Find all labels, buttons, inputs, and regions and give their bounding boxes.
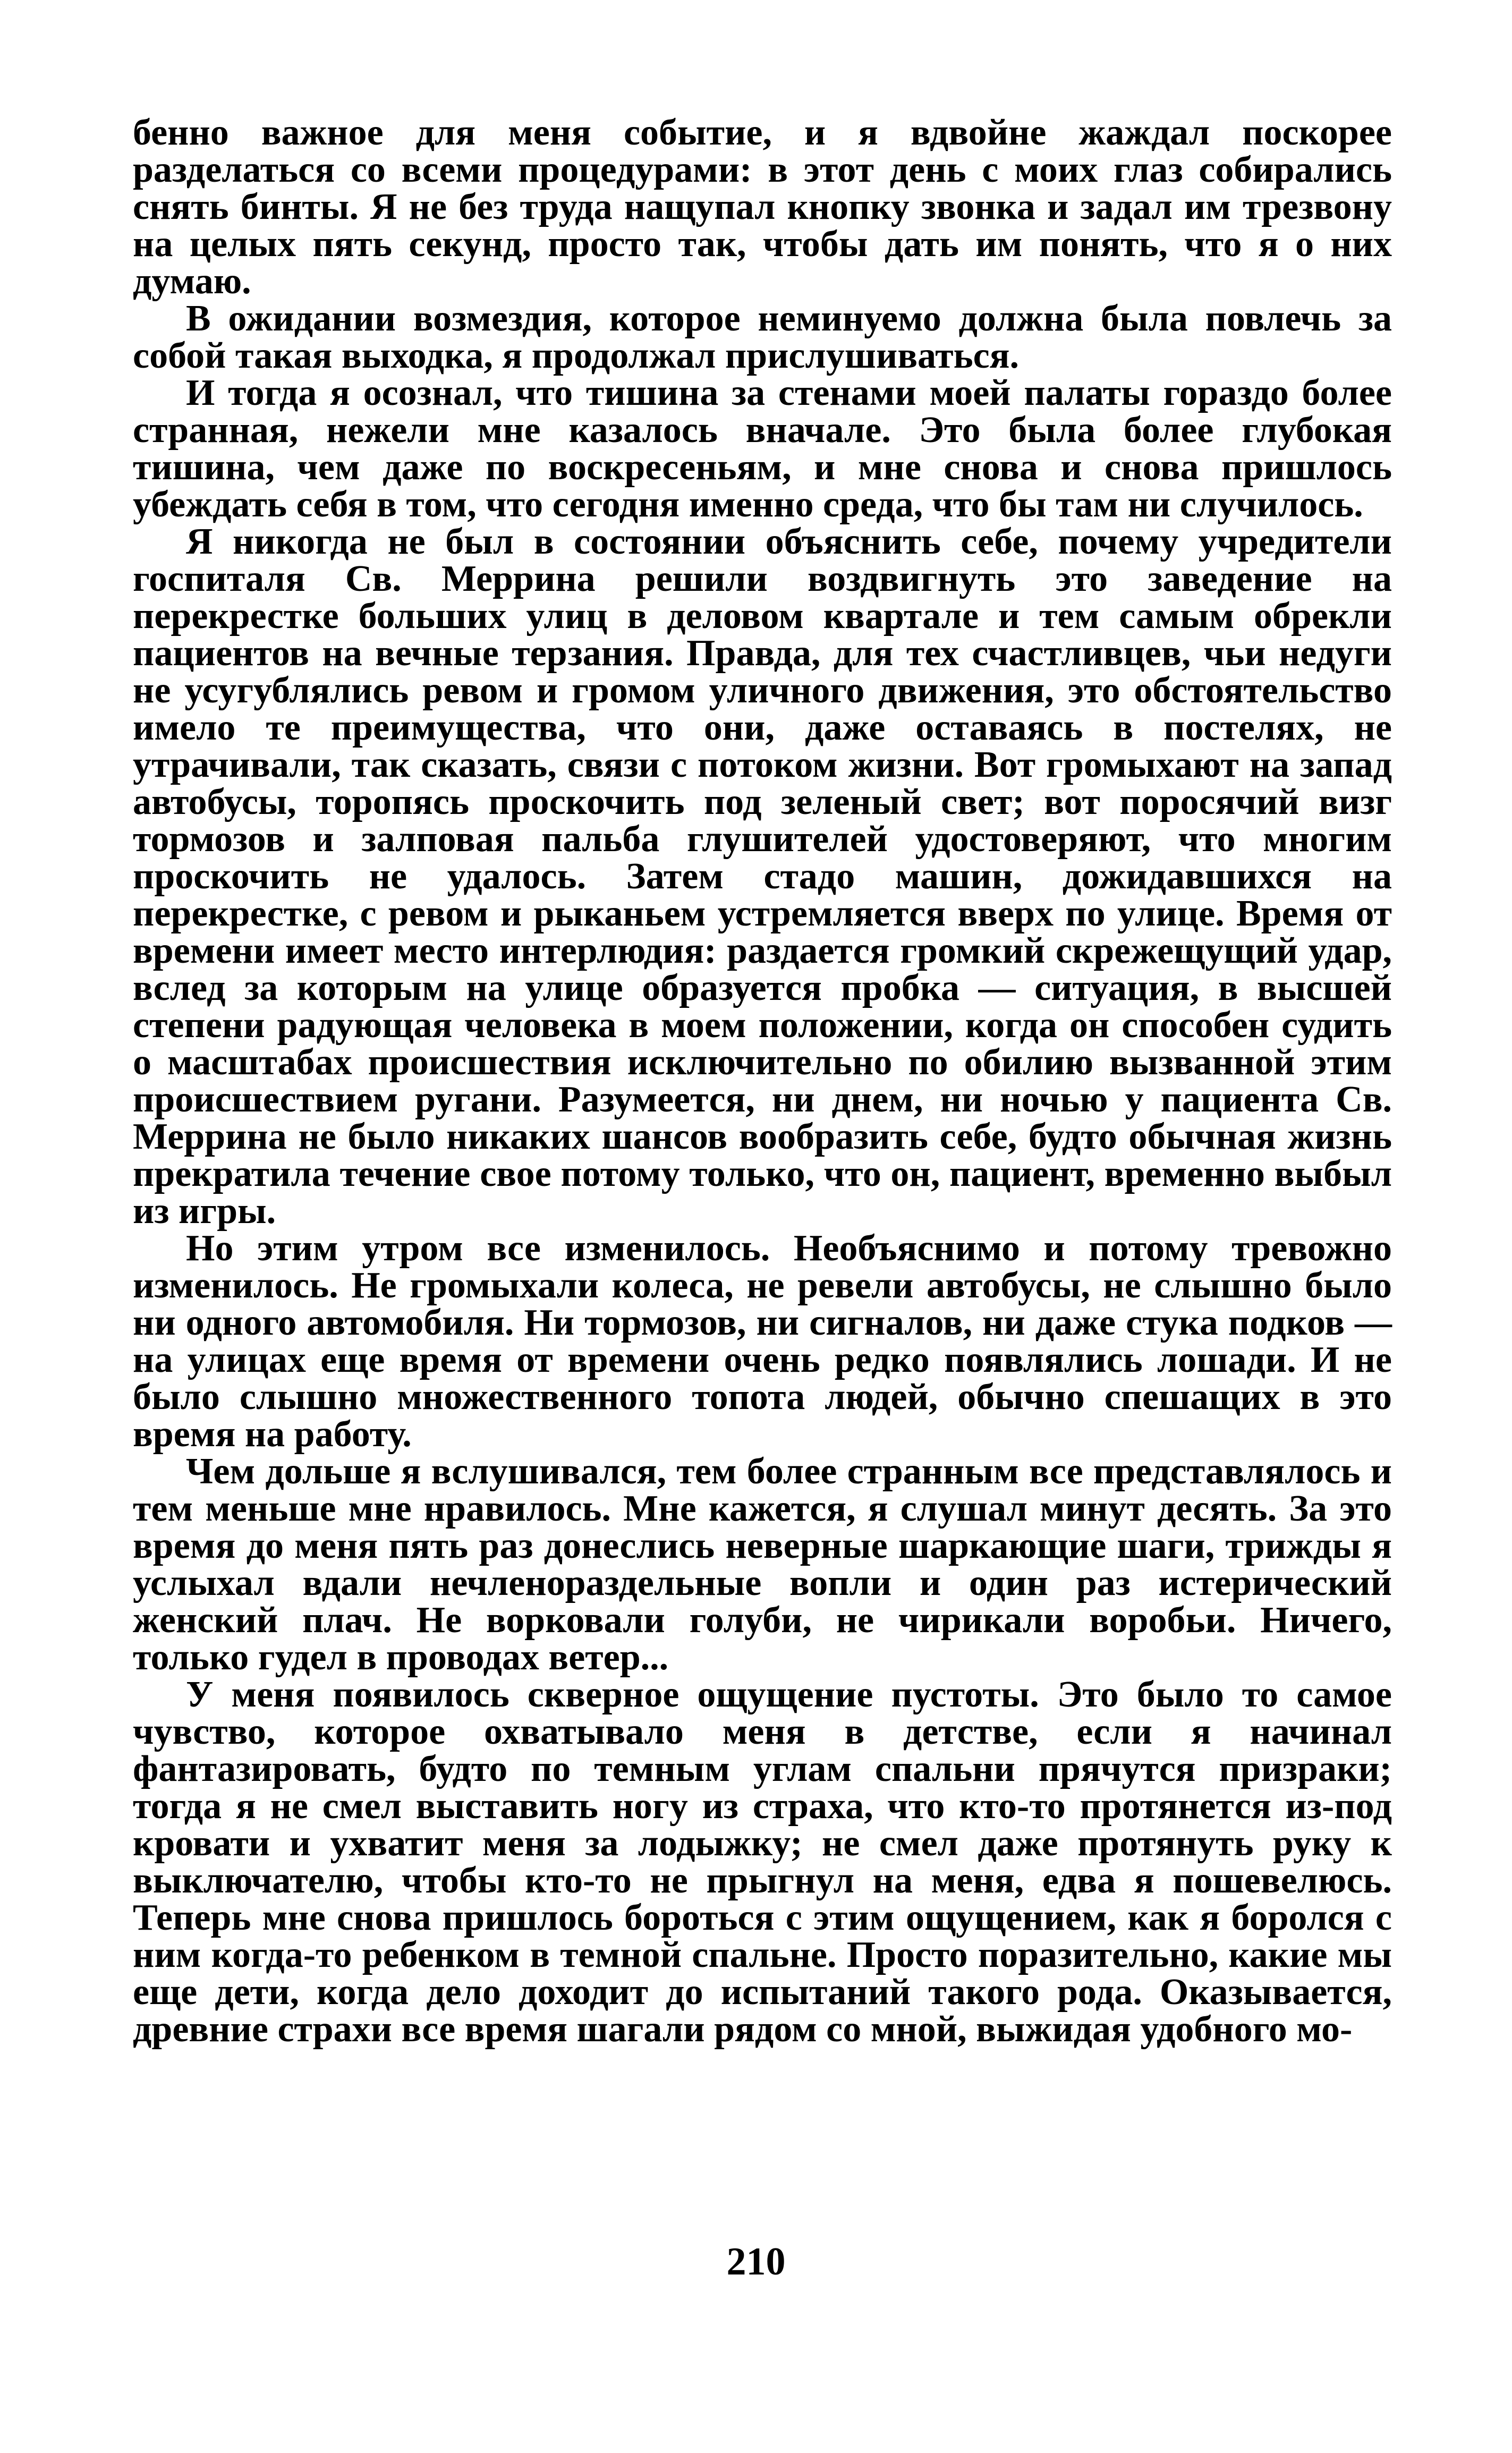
paragraph: У меня появилось скверное ощущение пустоты. Это было то самое чувство, которое охватывало меня в детстве, если я начинал фантазировать, будто по темным углам спальни прячутся призраки; тогда я не смел выставить ногу из страха, что кто-то протянется из-под кровати и ухватит меня за лодыжку; не смел даже протянуть руку к выключателю, чтобы кто-то не прыгнул на меня, едва я пошевелюсь. Теперь мне снова пришлось бороться с этим ощущением, как я боролся с ним когда-то ребенком в темной спальне. Просто поразительно, какие мы еще дети, когда дело доходит до испытаний такого рода. Оказывается, древние страхи все время шагали рядом со мной, выжидая удобного мо- [133,1674,1392,2050]
paragraph: Я никогда не был в состоянии объяснить себе, почему учредители госпиталя Св. Меррина решили воздвигнуть это заведение на перекрестке больших улиц в деловом квартале и тем самым обрекли пациентов на вечные терзания. Правда, для тех счастливцев, чьи недуги не усугублялись ревом и громом уличного движения, это обстоятельство имело те преимущества, что они, даже оставаясь в постелях, не утрачивали, так сказать, связи с потоком жизни. Вот громыхают на запад автобусы, торопясь проскочить под зеленый свет; вот поросячий визг тормозов и залповая пальба глушителей удостоверяют, что многим проскочить не удалось. Затем стадо машин, дожидавшихся на перекрестке, с ревом и рыканьем устремляется вверх по улице. Время от времени имеет место интерлюдия: раздается громкий скрежещущий удар, вслед за которым на улице образуется пробка — ситуация, в высшей степени радующая человека в моем положении, когда он способен судить о масштабах происшествия исключительно по обилию вызванной этим происшествием ругани. Разумеется, ни днем, ни ночью у пациента Св. Меррина не было никаких шансов вообразить себе, будто обычная жизнь прекратила течение свое потому только, что он, пациент, временно выбыл из игры. [133,521,1392,1232]
paragraph: Но этим утром все изменилось. Необъяснимо и потому тревожно изменилось. Не громыхали колеса, не ревели автобусы, не слышно было ни одного автомобиля. Ни тормозов, ни сигналов, ни даже стука подков — на улицах еще время от времени очень редко появлялись лошади. И не было слышно множественного топота людей, обычно спешащих в это время на работу. [133,1228,1392,1455]
paragraph: бенно важное для меня событие, и я вдвойне жаждал поскорее разделаться со всеми процедурами: в этот день с моих глаз собирались снять бинты. Я не без труда нащупал кнопку звонка и задал им трезвону на целых пять секунд, просто так, чтобы дать им понять, что я о них думаю. [133,112,1392,302]
paragraph: И тогда я осознал, что тишина за стенами моей палаты гораздо более странная, нежели мне казалось вначале. Это была более глубокая тишина, чем даже по воскресеньям, и мне снова и снова пришлось убеждать себя в том, что сегодня именно среда, что бы там ни случилось. [133,372,1392,525]
paragraph: В ожидании возмездия, которое неминуемо должна была повлечь за собой такая выходка, я продолжал прислушиваться. [133,298,1392,376]
page-number: 210 [726,2240,786,2284]
page-text-body [133,114,1392,2048]
paragraph: Чем дольше я вслушивался, тем более странным все представлялось и тем меньше мне нравилось. Мне кажется, я слушал минут десять. За это время до меня пять раз донеслись неверные шаркающие шаги, трижды я услыхал вдали нечленораздельные вопли и один раз истерический женский плач. Не ворковали голуби, не чирикали воробьи. Ничего, только гудел в проводах ветер... [133,1451,1392,1678]
